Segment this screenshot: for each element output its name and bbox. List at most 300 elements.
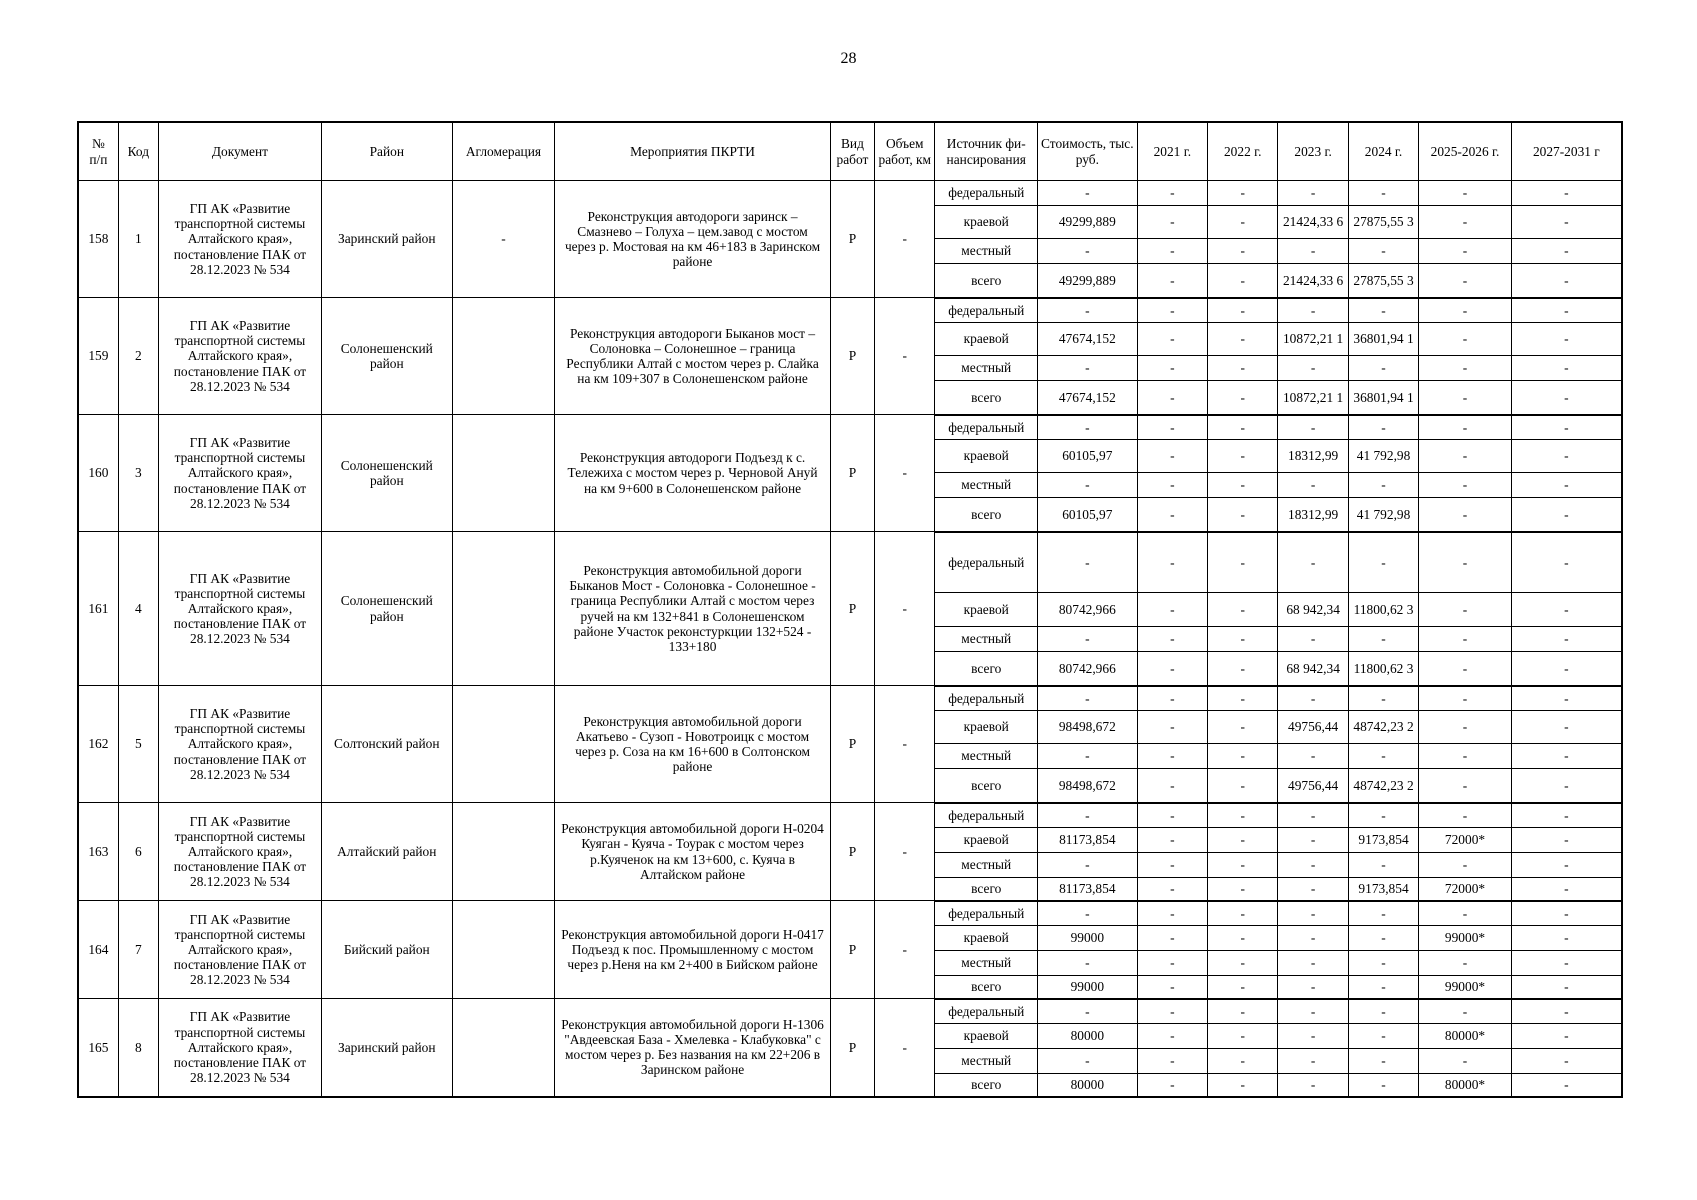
- row-value-y2023: -: [1278, 878, 1348, 901]
- row-value-y2027: -: [1511, 1074, 1622, 1097]
- row-value-y2023: -: [1278, 828, 1348, 853]
- row-value-y2022: -: [1208, 298, 1278, 323]
- row-value-y2021: -: [1137, 473, 1207, 498]
- row-source: местный: [935, 356, 1038, 381]
- row-value-y2021: -: [1137, 878, 1207, 901]
- row-value-y2025: -: [1419, 381, 1512, 415]
- row-value-y2022: -: [1208, 976, 1278, 999]
- row-work-type: Р: [830, 901, 874, 999]
- row-volume: -: [875, 415, 935, 532]
- row-value-y2022: -: [1208, 415, 1278, 440]
- header-num: № п/п: [78, 122, 118, 181]
- row-value-y2024: 9173,854: [1348, 828, 1418, 853]
- row-value-y2024: -: [1348, 356, 1418, 381]
- row-work-type: Р: [830, 415, 874, 532]
- row-value-y2021: -: [1137, 951, 1207, 976]
- row-value-y2027: -: [1511, 853, 1622, 878]
- row-value-y2022: -: [1208, 181, 1278, 206]
- row-value-y2025: -: [1419, 686, 1512, 711]
- row-number: 158: [78, 181, 118, 298]
- header-district: Район: [321, 122, 452, 181]
- row-value-y2022: -: [1208, 627, 1278, 652]
- table-row: [78, 803, 1622, 828]
- row-value-y2021: -: [1137, 498, 1207, 532]
- row-source: краевой: [935, 828, 1038, 853]
- row-agglomeration: [452, 803, 555, 901]
- header-2023: 2023 г.: [1278, 122, 1348, 181]
- header-2024: 2024 г.: [1348, 122, 1418, 181]
- row-value-y2021: -: [1137, 853, 1207, 878]
- row-value-y2025: -: [1419, 264, 1512, 298]
- row-value-y2023: 68 942,34: [1278, 593, 1348, 627]
- header-work-type: Вид работ: [830, 122, 874, 181]
- row-cost: -: [1038, 744, 1138, 769]
- row-value-y2024: -: [1348, 1024, 1418, 1049]
- row-value-y2021: -: [1137, 532, 1207, 593]
- row-value-y2025: -: [1419, 711, 1512, 744]
- row-value-y2021: -: [1137, 999, 1207, 1024]
- row-value-y2024: -: [1348, 473, 1418, 498]
- row-source: всего: [935, 769, 1038, 803]
- row-value-y2023: -: [1278, 532, 1348, 593]
- row-cost: 98498,672: [1038, 769, 1138, 803]
- row-value-y2024: 48742,23 2: [1348, 711, 1418, 744]
- row-source: всего: [935, 1074, 1038, 1097]
- row-code: 6: [118, 803, 158, 901]
- row-value-y2025: -: [1419, 803, 1512, 828]
- row-value-y2025: -: [1419, 999, 1512, 1024]
- row-cost: -: [1038, 853, 1138, 878]
- row-value-y2024: -: [1348, 181, 1418, 206]
- row-value-y2023: -: [1278, 926, 1348, 951]
- row-value-y2023: 10872,21 1: [1278, 323, 1348, 356]
- row-document: ГП АК «Развитие транспортной системы Алтайского края», постановление ПАК от 28.12.2023 № 534: [158, 298, 321, 415]
- row-value-y2023: -: [1278, 627, 1348, 652]
- row-value-y2024: -: [1348, 627, 1418, 652]
- row-value-y2021: -: [1137, 440, 1207, 473]
- row-value-y2022: -: [1208, 264, 1278, 298]
- row-value-y2024: -: [1348, 239, 1418, 264]
- row-document: ГП АК «Развитие транспортной системы Алтайского края», постановление ПАК от 28.12.2023 № 534: [158, 803, 321, 901]
- header-agglomeration: Агломерация: [452, 122, 555, 181]
- row-cost: -: [1038, 1049, 1138, 1074]
- row-value-y2024: -: [1348, 976, 1418, 999]
- row-value-y2025: -: [1419, 415, 1512, 440]
- row-value-y2021: -: [1137, 627, 1207, 652]
- row-source: местный: [935, 744, 1038, 769]
- row-value-y2024: 11800,62 3: [1348, 652, 1418, 686]
- row-cost: 81173,854: [1038, 828, 1138, 853]
- row-volume: -: [875, 298, 935, 415]
- row-value-y2024: -: [1348, 1074, 1418, 1097]
- row-value-y2024: -: [1348, 1049, 1418, 1074]
- row-agglomeration: [452, 999, 555, 1097]
- row-value-y2021: -: [1137, 828, 1207, 853]
- row-agglomeration: [452, 532, 555, 686]
- row-source: федеральный: [935, 686, 1038, 711]
- row-document: ГП АК «Развитие транспортной системы Алтайского края», постановление ПАК от 28.12.2023 № 534: [158, 686, 321, 803]
- row-value-y2027: -: [1511, 769, 1622, 803]
- row-value-y2027: -: [1511, 744, 1622, 769]
- header-2027-2031: 2027-2031 г: [1511, 122, 1622, 181]
- row-value-y2022: -: [1208, 1024, 1278, 1049]
- row-value-y2022: -: [1208, 498, 1278, 532]
- table-row: [78, 532, 1622, 593]
- row-value-y2022: -: [1208, 926, 1278, 951]
- row-value-y2027: -: [1511, 1024, 1622, 1049]
- row-value-y2021: -: [1137, 356, 1207, 381]
- row-district: Заринский район: [321, 999, 452, 1097]
- row-source: местный: [935, 239, 1038, 264]
- row-cost: 99000: [1038, 976, 1138, 999]
- row-measure: Реконструкция автомобильной дороги Н-0417 Подъезд к пос. Промышленному с мостом через р.Неня на км 2+400 в Бийском районе: [555, 901, 831, 999]
- row-value-y2025: -: [1419, 627, 1512, 652]
- row-value-y2027: -: [1511, 999, 1622, 1024]
- row-value-y2024: -: [1348, 853, 1418, 878]
- row-value-y2023: -: [1278, 999, 1348, 1024]
- row-source: федеральный: [935, 999, 1038, 1024]
- row-cost: 49299,889: [1038, 264, 1138, 298]
- row-value-y2025: -: [1419, 532, 1512, 593]
- row-value-y2021: -: [1137, 1049, 1207, 1074]
- header-2022: 2022 г.: [1208, 122, 1278, 181]
- row-value-y2025: 99000*: [1419, 976, 1512, 999]
- row-code: 2: [118, 298, 158, 415]
- row-source: краевой: [935, 593, 1038, 627]
- row-cost: 47674,152: [1038, 381, 1138, 415]
- row-value-y2022: -: [1208, 828, 1278, 853]
- row-value-y2025: -: [1419, 951, 1512, 976]
- row-value-y2024: 36801,94 1: [1348, 323, 1418, 356]
- row-source: всего: [935, 652, 1038, 686]
- row-value-y2023: -: [1278, 686, 1348, 711]
- row-district: Заринский район: [321, 181, 452, 298]
- row-value-y2024: 27875,55 3: [1348, 264, 1418, 298]
- row-value-y2023: -: [1278, 1024, 1348, 1049]
- row-value-y2025: 80000*: [1419, 1074, 1512, 1097]
- table-row: [78, 686, 1622, 711]
- row-document: ГП АК «Развитие транспортной системы Алтайского края», постановление ПАК от 28.12.2023 № 534: [158, 901, 321, 999]
- row-value-y2023: -: [1278, 976, 1348, 999]
- row-value-y2024: -: [1348, 532, 1418, 593]
- row-value-y2025: -: [1419, 298, 1512, 323]
- row-measure: Реконструкция автомобильной дороги Н-0204 Куяган - Куяча - Тоурак с мостом через р.Куяченок на км 13+600, с. Куяча в Алтайском районе: [555, 803, 831, 901]
- row-source: всего: [935, 498, 1038, 532]
- row-value-y2024: 27875,55 3: [1348, 206, 1418, 239]
- row-value-y2024: -: [1348, 415, 1418, 440]
- row-source: местный: [935, 627, 1038, 652]
- row-value-y2023: 21424,33 6: [1278, 264, 1348, 298]
- row-value-y2023: -: [1278, 473, 1348, 498]
- row-value-y2023: 49756,44: [1278, 711, 1348, 744]
- row-code: 1: [118, 181, 158, 298]
- row-source: местный: [935, 1049, 1038, 1074]
- row-value-y2022: -: [1208, 744, 1278, 769]
- row-value-y2025: -: [1419, 181, 1512, 206]
- row-value-y2021: -: [1137, 323, 1207, 356]
- row-value-y2027: -: [1511, 264, 1622, 298]
- row-code: 8: [118, 999, 158, 1097]
- row-value-y2023: -: [1278, 744, 1348, 769]
- row-cost: -: [1038, 803, 1138, 828]
- row-code: 5: [118, 686, 158, 803]
- row-value-y2022: -: [1208, 206, 1278, 239]
- row-source: краевой: [935, 323, 1038, 356]
- row-cost: 80742,966: [1038, 593, 1138, 627]
- row-measure: Реконструкция автодороги Быканов мост – Солоновка – Солонешное – граница Республики Алтай с мостом через р. Слайка на км 109+307 в Солонешенском районе: [555, 298, 831, 415]
- row-value-y2021: -: [1137, 415, 1207, 440]
- row-value-y2022: -: [1208, 381, 1278, 415]
- row-district: Солонешенский район: [321, 415, 452, 532]
- row-work-type: Р: [830, 803, 874, 901]
- row-source: федеральный: [935, 532, 1038, 593]
- row-cost: -: [1038, 532, 1138, 593]
- row-value-y2021: -: [1137, 264, 1207, 298]
- row-value-y2023: -: [1278, 298, 1348, 323]
- row-value-y2024: -: [1348, 951, 1418, 976]
- row-value-y2025: -: [1419, 853, 1512, 878]
- row-value-y2022: -: [1208, 769, 1278, 803]
- row-volume: -: [875, 181, 935, 298]
- row-value-y2025: -: [1419, 356, 1512, 381]
- row-value-y2024: 11800,62 3: [1348, 593, 1418, 627]
- row-value-y2024: 36801,94 1: [1348, 381, 1418, 415]
- row-value-y2022: -: [1208, 686, 1278, 711]
- row-value-y2027: -: [1511, 356, 1622, 381]
- row-value-y2027: -: [1511, 181, 1622, 206]
- row-value-y2027: -: [1511, 239, 1622, 264]
- row-value-y2021: -: [1137, 744, 1207, 769]
- row-value-y2027: -: [1511, 323, 1622, 356]
- row-source: местный: [935, 853, 1038, 878]
- row-value-y2024: -: [1348, 298, 1418, 323]
- row-value-y2021: -: [1137, 926, 1207, 951]
- row-source: федеральный: [935, 803, 1038, 828]
- row-code: 4: [118, 532, 158, 686]
- row-cost: 60105,97: [1038, 498, 1138, 532]
- row-value-y2022: -: [1208, 323, 1278, 356]
- row-value-y2022: -: [1208, 711, 1278, 744]
- row-value-y2025: -: [1419, 1049, 1512, 1074]
- row-value-y2025: 72000*: [1419, 878, 1512, 901]
- row-value-y2027: -: [1511, 1049, 1622, 1074]
- row-cost: 80000: [1038, 1074, 1138, 1097]
- row-value-y2025: 99000*: [1419, 926, 1512, 951]
- row-number: 159: [78, 298, 118, 415]
- row-cost: 47674,152: [1038, 323, 1138, 356]
- header-document: Документ: [158, 122, 321, 181]
- row-value-y2021: -: [1137, 976, 1207, 999]
- row-value-y2023: -: [1278, 181, 1348, 206]
- row-value-y2021: -: [1137, 769, 1207, 803]
- header-volume: Объем работ, км: [875, 122, 935, 181]
- row-district: Бийский район: [321, 901, 452, 999]
- row-value-y2023: 68 942,34: [1278, 652, 1348, 686]
- row-source: краевой: [935, 711, 1038, 744]
- row-value-y2025: -: [1419, 593, 1512, 627]
- row-cost: -: [1038, 356, 1138, 381]
- row-value-y2023: -: [1278, 356, 1348, 381]
- row-value-y2024: 41 792,98: [1348, 498, 1418, 532]
- row-value-y2023: 10872,21 1: [1278, 381, 1348, 415]
- row-value-y2027: -: [1511, 926, 1622, 951]
- row-value-y2025: 80000*: [1419, 1024, 1512, 1049]
- row-value-y2021: -: [1137, 593, 1207, 627]
- row-source: местный: [935, 473, 1038, 498]
- row-value-y2021: -: [1137, 381, 1207, 415]
- table-header: [78, 122, 1622, 181]
- row-value-y2021: -: [1137, 652, 1207, 686]
- row-value-y2023: -: [1278, 951, 1348, 976]
- row-value-y2022: -: [1208, 1074, 1278, 1097]
- row-value-y2024: 48742,23 2: [1348, 769, 1418, 803]
- row-value-y2021: -: [1137, 181, 1207, 206]
- row-value-y2027: -: [1511, 381, 1622, 415]
- row-number: 160: [78, 415, 118, 532]
- row-value-y2023: -: [1278, 853, 1348, 878]
- row-document: ГП АК «Развитие транспортной системы Алтайского края», постановление ПАК от 28.12.2023 № 534: [158, 181, 321, 298]
- row-value-y2027: -: [1511, 976, 1622, 999]
- header-2025-2026: 2025-2026 г.: [1419, 122, 1512, 181]
- row-value-y2025: 72000*: [1419, 828, 1512, 853]
- row-cost: 81173,854: [1038, 878, 1138, 901]
- row-district: Солтонский район: [321, 686, 452, 803]
- row-value-y2027: -: [1511, 652, 1622, 686]
- table-row: [78, 901, 1622, 926]
- table-body: [78, 181, 1622, 1097]
- row-agglomeration: [452, 686, 555, 803]
- row-value-y2024: -: [1348, 901, 1418, 926]
- row-value-y2021: -: [1137, 711, 1207, 744]
- header-2021: 2021 г.: [1137, 122, 1207, 181]
- row-cost: -: [1038, 999, 1138, 1024]
- row-cost: -: [1038, 298, 1138, 323]
- row-value-y2022: -: [1208, 440, 1278, 473]
- row-source: местный: [935, 951, 1038, 976]
- row-cost: 80000: [1038, 1024, 1138, 1049]
- header-source: Источник фи-нансирования: [935, 122, 1038, 181]
- row-value-y2027: -: [1511, 686, 1622, 711]
- row-value-y2022: -: [1208, 1049, 1278, 1074]
- row-value-y2024: -: [1348, 999, 1418, 1024]
- row-value-y2024: 9173,854: [1348, 878, 1418, 901]
- row-code: 7: [118, 901, 158, 999]
- row-value-y2021: -: [1137, 1024, 1207, 1049]
- row-value-y2027: -: [1511, 828, 1622, 853]
- row-value-y2023: -: [1278, 415, 1348, 440]
- row-value-y2024: -: [1348, 926, 1418, 951]
- row-number: 162: [78, 686, 118, 803]
- row-value-y2027: -: [1511, 803, 1622, 828]
- row-value-y2022: -: [1208, 473, 1278, 498]
- row-value-y2027: -: [1511, 593, 1622, 627]
- row-measure: Реконструкция автодороги Подъезд к с. Тележиха с мостом через р. Черновой Ануй на км 9+600 в Солонешенском районе: [555, 415, 831, 532]
- row-value-y2024: -: [1348, 686, 1418, 711]
- row-value-y2021: -: [1137, 298, 1207, 323]
- row-value-y2025: -: [1419, 206, 1512, 239]
- row-agglomeration: [452, 415, 555, 532]
- header-measures: Мероприятия ПКРТИ: [555, 122, 831, 181]
- row-work-type: Р: [830, 999, 874, 1097]
- row-cost: -: [1038, 627, 1138, 652]
- row-source: всего: [935, 381, 1038, 415]
- row-volume: -: [875, 803, 935, 901]
- row-value-y2027: -: [1511, 711, 1622, 744]
- row-number: 164: [78, 901, 118, 999]
- row-value-y2025: -: [1419, 239, 1512, 264]
- row-value-y2023: 18312,99: [1278, 498, 1348, 532]
- row-value-y2025: -: [1419, 744, 1512, 769]
- row-work-type: Р: [830, 181, 874, 298]
- row-cost: 80742,966: [1038, 652, 1138, 686]
- pkrti-table: [77, 121, 1623, 1098]
- row-agglomeration: [452, 901, 555, 999]
- row-measure: Реконструкция автомобильной дороги Быканов Мост - Солоновка - Солонешное - граница Республики Алтай с мостом через ручей на км 132+841 в Солонешенском районе Участок реконстуркции 132+524 - 133+180: [555, 532, 831, 686]
- row-value-y2027: -: [1511, 951, 1622, 976]
- page-number: 28: [840, 50, 857, 67]
- row-work-type: Р: [830, 298, 874, 415]
- row-value-y2021: -: [1137, 1074, 1207, 1097]
- row-cost: 49299,889: [1038, 206, 1138, 239]
- row-cost: 60105,97: [1038, 440, 1138, 473]
- row-value-y2023: -: [1278, 803, 1348, 828]
- row-cost: 99000: [1038, 926, 1138, 951]
- row-code: 3: [118, 415, 158, 532]
- row-source: федеральный: [935, 415, 1038, 440]
- row-value-y2027: -: [1511, 415, 1622, 440]
- row-value-y2027: -: [1511, 498, 1622, 532]
- row-value-y2022: -: [1208, 356, 1278, 381]
- row-measure: Реконструкция автомобильной дороги Н-1306 "Авдеевская База - Хмелевка - Клабуковка" с мостом через р. Без названия на км 22+206 в Заринском районе: [555, 999, 831, 1097]
- row-volume: -: [875, 532, 935, 686]
- row-value-y2024: 41 792,98: [1348, 440, 1418, 473]
- row-cost: -: [1038, 473, 1138, 498]
- row-value-y2022: -: [1208, 593, 1278, 627]
- row-value-y2023: -: [1278, 901, 1348, 926]
- row-value-y2027: -: [1511, 627, 1622, 652]
- row-cost: -: [1038, 951, 1138, 976]
- row-value-y2025: -: [1419, 769, 1512, 803]
- row-source: федеральный: [935, 901, 1038, 926]
- header-cost: Стоимость, тыс. руб.: [1038, 122, 1138, 181]
- table-row: [78, 999, 1622, 1024]
- row-district: Солонешенский район: [321, 532, 452, 686]
- row-cost: -: [1038, 415, 1138, 440]
- row-volume: -: [875, 999, 935, 1097]
- row-value-y2022: -: [1208, 532, 1278, 593]
- row-value-y2021: -: [1137, 686, 1207, 711]
- row-value-y2021: -: [1137, 239, 1207, 264]
- row-measure: Реконструкция автодороги заринск – Смазнево – Голуха – цем.завод с мостом через р. Мостовая на км 46+183 в Заринском районе: [555, 181, 831, 298]
- row-source: краевой: [935, 206, 1038, 239]
- row-source: федеральный: [935, 181, 1038, 206]
- row-value-y2022: -: [1208, 878, 1278, 901]
- row-cost: -: [1038, 239, 1138, 264]
- row-value-y2025: -: [1419, 323, 1512, 356]
- row-source: всего: [935, 878, 1038, 901]
- row-value-y2022: -: [1208, 239, 1278, 264]
- row-value-y2027: -: [1511, 532, 1622, 593]
- row-value-y2021: -: [1137, 803, 1207, 828]
- table-row: [78, 298, 1622, 323]
- row-source: всего: [935, 264, 1038, 298]
- row-value-y2023: -: [1278, 239, 1348, 264]
- row-number: 161: [78, 532, 118, 686]
- row-work-type: Р: [830, 686, 874, 803]
- row-value-y2027: -: [1511, 440, 1622, 473]
- row-value-y2023: 18312,99: [1278, 440, 1348, 473]
- header-code: Код: [118, 122, 158, 181]
